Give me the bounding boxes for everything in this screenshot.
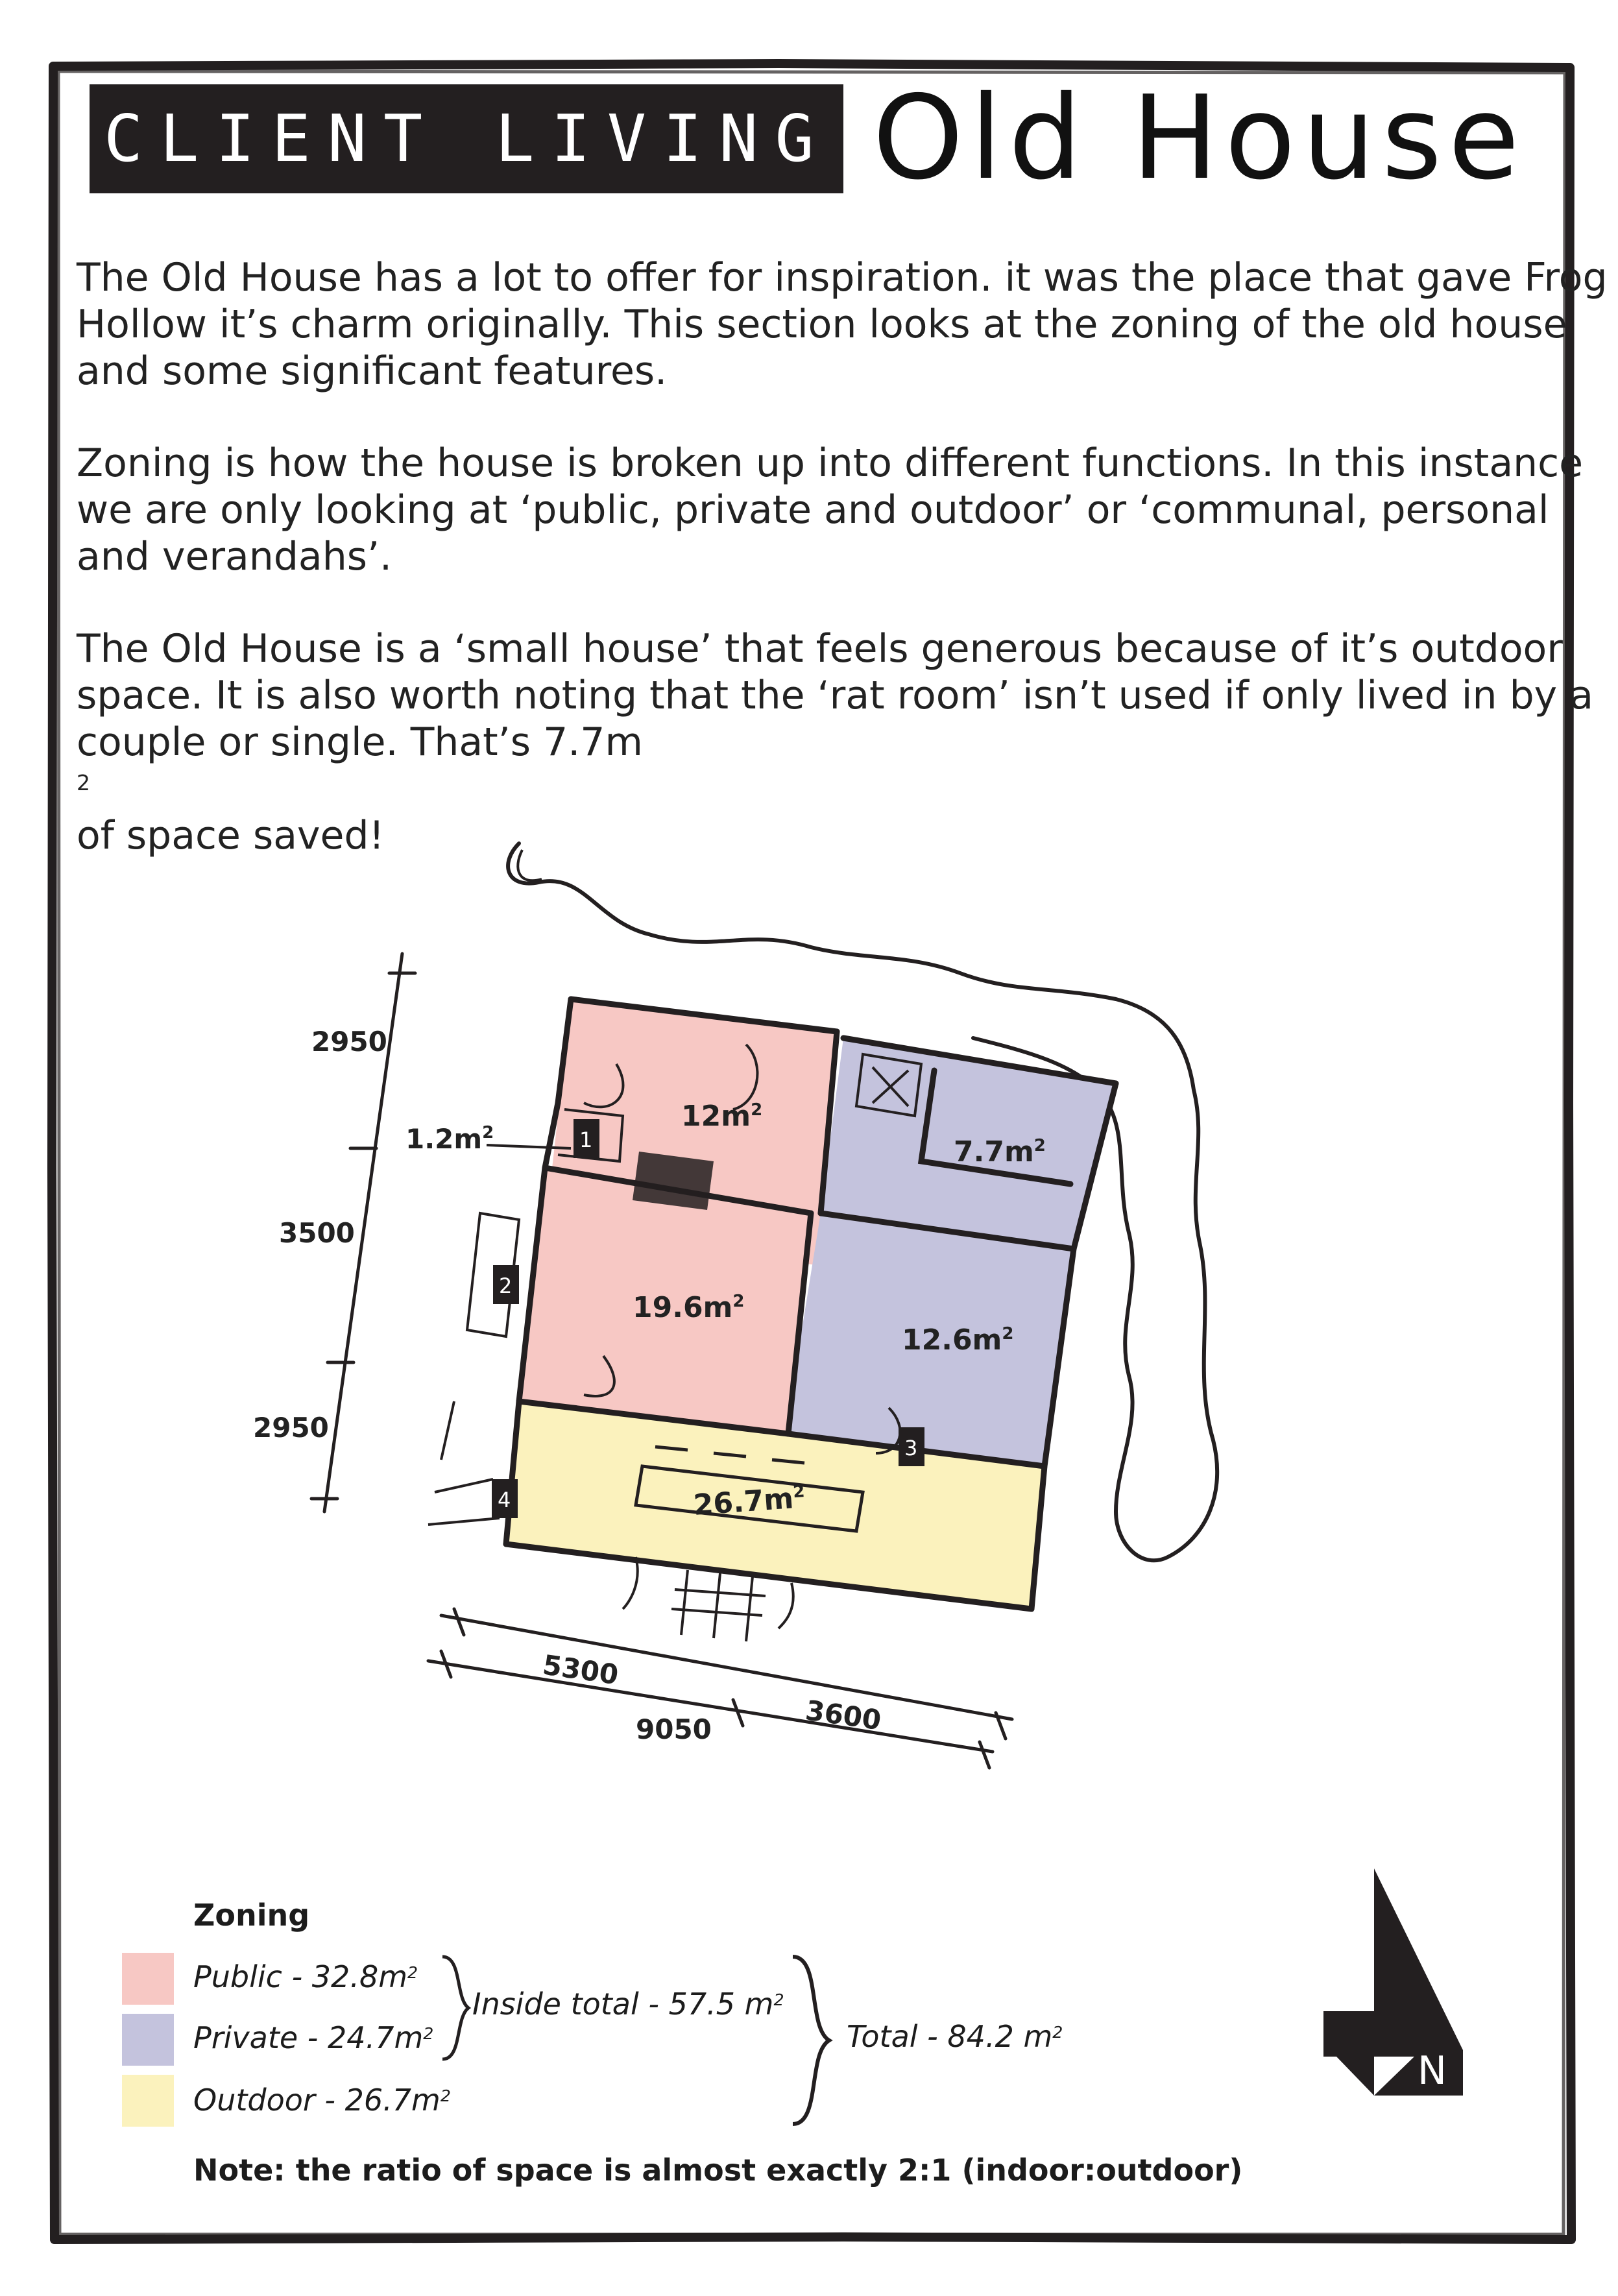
- dimension-label: 2950: [311, 1026, 387, 1057]
- dimension-label: 3500: [279, 1217, 355, 1249]
- area-label: $12m^2$: [681, 1100, 763, 1133]
- marker-1-label: 1: [579, 1128, 593, 1152]
- text-line: we are only looking at ‘public, private and outdoor’ or ‘communal, personal: [77, 487, 1549, 533]
- intro-paragraph-2: [77, 440, 1584, 580]
- floor-plan: [0, 811, 1618, 1849]
- public-swatch: [122, 1953, 174, 2005]
- outdoor-swatch: [122, 2075, 174, 2127]
- text-line: space. It is also worth noting that the ‘rat room’ isn’t used if only lived in by a: [77, 673, 1594, 718]
- marker-3-label: 3: [904, 1436, 918, 1460]
- page-title: Old House: [873, 71, 1526, 205]
- legend-title: Zoning: [193, 1898, 310, 1933]
- area-label: $26.7m^2$: [692, 1482, 806, 1522]
- text-line: and verandahs’.: [77, 534, 392, 579]
- grand-total: Total - 84.2 $m^2$: [847, 2019, 1063, 2054]
- area-label: $1.2m^2$: [405, 1123, 494, 1155]
- marker-2-label: 2: [499, 1274, 513, 1298]
- dimension-label: 3600: [803, 1694, 884, 1737]
- area-label: $19.6m^2$: [633, 1291, 745, 1324]
- intro-text: [77, 254, 1608, 904]
- dimension-label: 5300: [540, 1649, 621, 1691]
- north-arrow-icon: [1317, 1862, 1479, 2109]
- section-tag: CLIENT LIVING: [90, 84, 843, 193]
- legend-private: Private - $24.7m^2$: [193, 2020, 434, 2055]
- inside-brace: [436, 1953, 475, 2063]
- text-line: and some significant features.: [77, 348, 668, 394]
- area-label: $7.7m^2$: [954, 1135, 1046, 1168]
- inside-total: Inside total - 57.5 $m^2$: [472, 1987, 784, 2022]
- text-line: Hollow it’s charm originally. This section looks at the zoning of the old house: [77, 302, 1567, 347]
- legend-public: Public - $32.8m^2$: [193, 1959, 418, 1994]
- svg-text:N: N: [1418, 2048, 1447, 2094]
- marker-4-label: 4: [498, 1488, 511, 1512]
- text-line: The Old House is a ‘small house’ that feels generous because of it’s outdoor: [77, 626, 1563, 671]
- ratio-note: Note: the ratio of space is almost exactly 2:1 (indoor:outdoor): [193, 2153, 1243, 2188]
- chimney: [633, 1152, 714, 1210]
- legend-outdoor: Outdoor - $26.7m^2$: [193, 2083, 451, 2118]
- dimension-label: 9050: [636, 1713, 712, 1745]
- text-line: Zoning is how the house is broken up into different functions. In this instance: [77, 441, 1584, 486]
- dimension-label: 2950: [253, 1412, 329, 1444]
- area-label: $12.6m^2$: [902, 1323, 1014, 1357]
- text-line: The Old House has a lot to offer for inspiration. it was the place that gave Frog: [77, 255, 1608, 300]
- total-brace: [785, 1953, 837, 2128]
- intro-paragraph-1: [77, 254, 1608, 394]
- private-swatch: [122, 2014, 174, 2066]
- text-line: couple or single. That’s 7.7m $^2$ of space saved!: [77, 719, 643, 858]
